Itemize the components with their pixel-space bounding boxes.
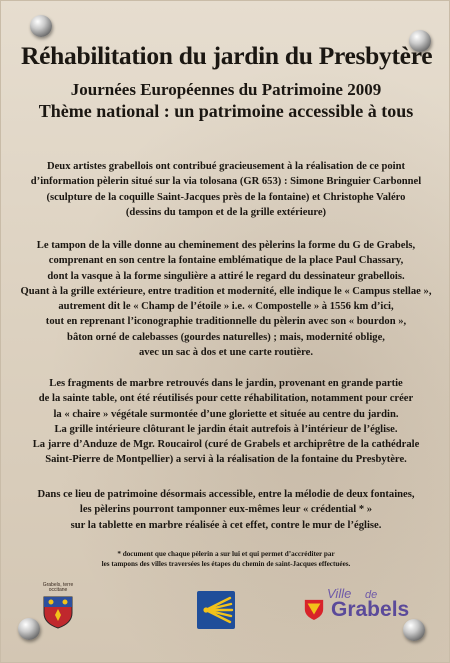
- text-line: (dessins du tampon et de la grille extérieure): [125, 206, 327, 218]
- camino-scallop-shell-logo: [197, 591, 235, 629]
- text-line: (sculpture de la coquille Saint-Jacques près de la fontaine) et Christophe Valéro: [46, 191, 406, 203]
- grabels-emblem-icon: [303, 596, 325, 622]
- paragraph-artists: [16, 159, 436, 220]
- text-line: avec un sac à dos et une carte routière.: [138, 347, 314, 359]
- logo-ville-text: Ville: [327, 586, 352, 601]
- text-line: la « chaire » végétale surmontée d’une gloriette et située au centre du jardin.: [53, 408, 399, 420]
- plaque-title: Réhabilitation du jardin du Presbytère: [21, 41, 433, 70]
- text-line: de la sainte table, ont été réutilisés pour cette réhabilitation, notamment pour créer: [38, 393, 414, 405]
- text-line: d’information pèlerin situé sur la via tolosana (GR 653) : Simone Bringuier Carbonnel: [30, 176, 422, 188]
- footnote-line: les tampons des villes traversées les étapes du chemin de saint-Jacques effectuées.: [101, 560, 351, 568]
- paragraph-marble: [16, 376, 436, 468]
- scallop-shell-icon: [197, 591, 235, 629]
- text-line: Les fragments de marbre retrouvés dans le jardin, provenant en grande partie: [49, 378, 403, 389]
- plaque-subtitle-theme: Thème national : un patrimoine accessible à tous: [38, 101, 414, 121]
- text-line: les pèlerins pourront tamponner eux-mêmes leur « crédential * »: [79, 504, 373, 516]
- plaque-subtitle-event: Journées Européennes du Patrimoine 2009: [70, 80, 382, 99]
- text-line: Dans ce lieu de patrimoine désormais accessible, entre la mélodie de deux fontaines,: [37, 489, 415, 500]
- text-line: Le tampon de la ville donne au cheminement des pèlerins la forme du G de Grabels,: [36, 240, 416, 251]
- ville-de-grabels-logo: [303, 586, 410, 630]
- paragraph-stamp: [16, 238, 436, 360]
- shield-icon: [42, 595, 74, 629]
- text-line: dont la vasque à la forme singulière a attiré le regard du dessinateur grabellois.: [47, 270, 405, 282]
- text-line: bâton orné de calebasses (gourdes naturelles) ; mais, modernité oblige,: [67, 331, 385, 343]
- logo-de-text: de: [365, 589, 378, 601]
- text-line: Saint-Pierre de Montpellier) a servi à la réalisation de la fontaine du Presbytère.: [45, 454, 407, 466]
- grabels-coat-of-arms-logo: [35, 583, 81, 633]
- text-line: Deux artistes grabellois ont contribué gracieusement à la réalisation de ce point: [46, 161, 406, 172]
- text-line: Quant à la grille extérieure, entre tradition et modernité, elle indique le « Campus stellae »,: [20, 285, 432, 297]
- screw-icon: [403, 619, 425, 641]
- footnote: [61, 549, 391, 569]
- text-line: tout en reprenant l’iconographie traditionnelle du pèlerin avec son « bourdon »,: [45, 316, 407, 328]
- text-line: autrement dit le « Champ de l’étoile » i.e. « Compostelle » à 1556 km d’ici,: [58, 301, 394, 313]
- text-line: La grille intérieure clôturant le jardin était autrefois à l’intérieur de l’église.: [54, 423, 398, 435]
- screw-icon: [30, 15, 52, 37]
- footnote-line: * document que chaque pèlerin a sur lui et qui permet d’accréditer par: [117, 550, 335, 558]
- text-line: comprenant en son centre la fontaine emblématique de la place Paul Chassary,: [48, 255, 404, 267]
- coat-of-arms-caption: Grabels, terre occitane: [42, 582, 74, 593]
- paragraph-credential: [16, 487, 436, 533]
- text-line: sur la tablette en marbre réalisée à cet effet, contre le mur de l’église.: [70, 519, 382, 531]
- logo-grabels-text: Grabels: [331, 598, 410, 621]
- text-line: La jarre d’Anduze de Mgr. Roucairol (curé de Grabels et archiprêtre de la cathédrale: [32, 439, 420, 451]
